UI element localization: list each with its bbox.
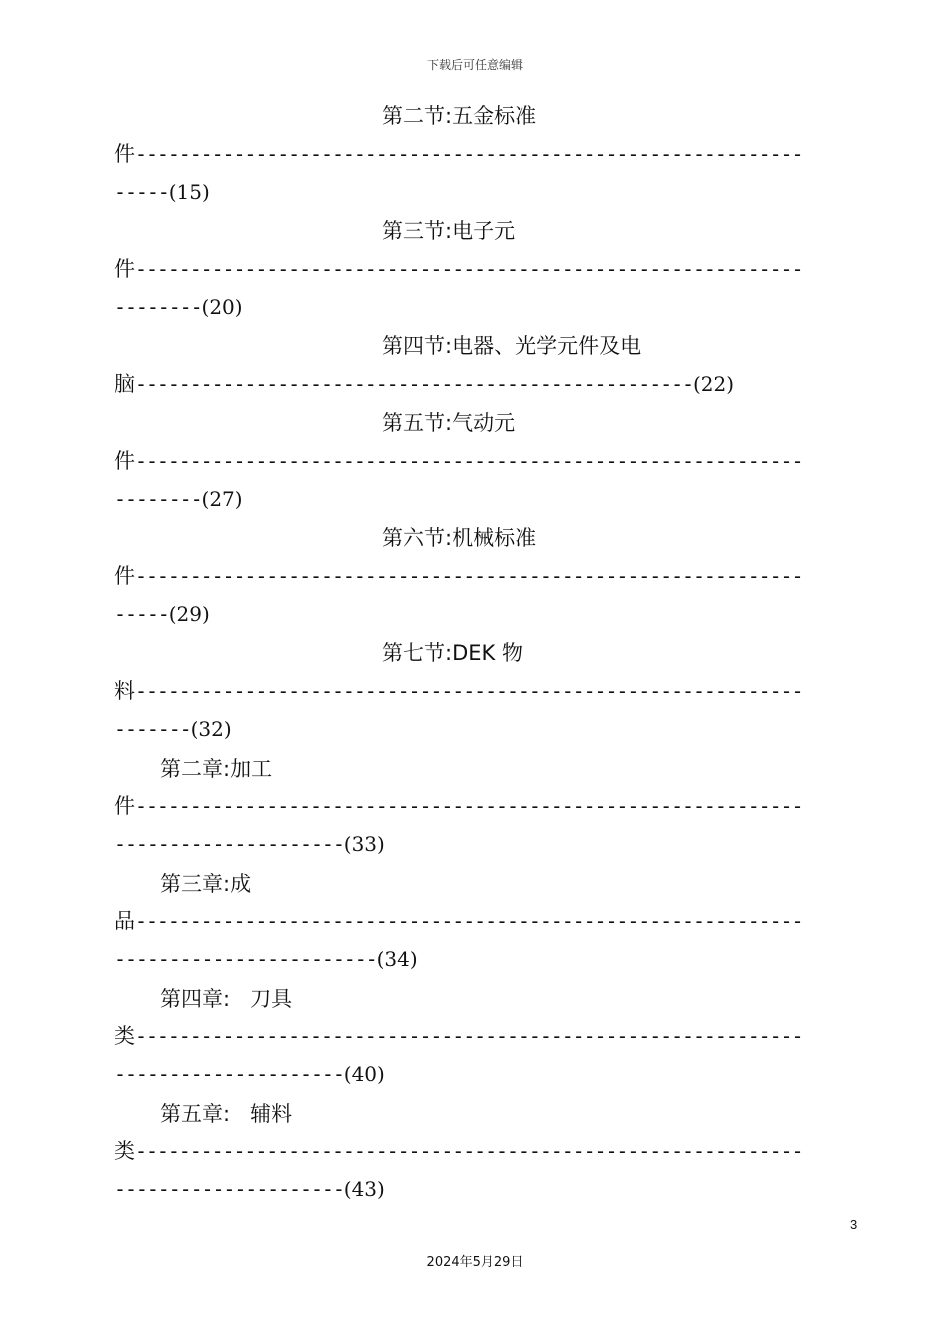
toc-dashes: ------------------------------------------------------------- xyxy=(135,1139,803,1163)
toc-page-number: (22) xyxy=(693,372,735,396)
toc-dashes: ------------------------ xyxy=(114,947,377,971)
toc-dashes: ------------------------------------------------------------- xyxy=(135,564,803,588)
toc-dashes: ------------------------------------------------------------- xyxy=(135,909,803,933)
toc-section-title: 第七节:DEK 物 xyxy=(382,641,523,665)
page-number: 3 xyxy=(850,1217,858,1232)
toc-dashes: ------------------------------------------------------------- xyxy=(135,257,803,281)
toc-lead-char: 类 xyxy=(114,1024,135,1048)
toc-dashes: ------------------------------------------------------------- xyxy=(135,679,803,703)
toc-continuation-line xyxy=(114,1061,385,1087)
toc-leader-line xyxy=(114,793,802,819)
toc-chapter-title: 第四章: 刀具 xyxy=(160,987,293,1011)
toc-dashes: ----- xyxy=(114,602,169,626)
toc-leader-line xyxy=(114,563,802,589)
toc-leader-line xyxy=(114,1023,802,1049)
toc-lead-char: 件 xyxy=(114,564,135,588)
toc-leader-line xyxy=(114,1138,802,1164)
toc-leader-line xyxy=(114,371,734,397)
toc-continuation-line xyxy=(114,601,210,627)
toc-page-number: (33) xyxy=(343,832,385,856)
toc-page-number: (29) xyxy=(168,602,210,626)
toc-section-title: 第六节:机械标准 xyxy=(382,526,537,550)
toc-lead-char: 脑 xyxy=(114,372,135,396)
toc-leader-line xyxy=(114,448,802,474)
toc-lead-char: 件 xyxy=(114,794,135,818)
toc-dashes: ------------------------------------------------------------- xyxy=(135,794,803,818)
toc-lead-char: 料 xyxy=(114,679,135,703)
toc-dashes: --------------------------------------------------- xyxy=(135,372,693,396)
toc-continuation-line xyxy=(114,946,418,972)
toc-page-number: (27) xyxy=(201,487,243,511)
toc-lead-char: 件 xyxy=(114,142,135,166)
toc-page-number: (43) xyxy=(343,1177,385,1201)
toc-chapter-title: 第五章: 辅料 xyxy=(160,1102,293,1126)
toc-lead-char: 件 xyxy=(114,449,135,473)
toc-leader-line xyxy=(114,908,802,934)
toc-section-title: 第二节:五金标准 xyxy=(382,104,537,128)
toc-page-number: (40) xyxy=(343,1062,385,1086)
toc-chapter-title: 第三章:成 xyxy=(160,872,252,896)
toc-dashes: --------------------- xyxy=(114,1062,344,1086)
toc-dashes: -------- xyxy=(114,295,202,319)
toc-lead-char: 件 xyxy=(114,257,135,281)
toc-dashes: ----- xyxy=(114,180,169,204)
toc-lead-char: 品 xyxy=(114,909,135,933)
toc-section-title: 第三节:电子元 xyxy=(382,219,516,243)
toc-dashes: ------------------------------------------------------------- xyxy=(135,449,803,473)
toc-dashes: --------------------- xyxy=(114,832,344,856)
toc-lead-char: 类 xyxy=(114,1139,135,1163)
toc-leader-line xyxy=(114,141,802,167)
toc-continuation-line xyxy=(114,716,232,742)
toc-page-number: (20) xyxy=(201,295,243,319)
toc-chapter-title: 第二章:加工 xyxy=(160,757,273,781)
toc-dashes: -------- xyxy=(114,487,202,511)
toc-continuation-line xyxy=(114,486,243,512)
toc-continuation-line xyxy=(114,179,210,205)
toc-section-title: 第四节:电器、光学元件及电 xyxy=(382,334,642,358)
toc-page-number: (32) xyxy=(190,717,232,741)
toc-section-title: 第五节:气动元 xyxy=(382,411,516,435)
toc-leader-line xyxy=(114,256,802,282)
page-footer-date: 2024年5月29日 xyxy=(426,1255,524,1270)
toc-leader-line xyxy=(114,678,802,704)
toc-dashes: ------------------------------------------------------------- xyxy=(135,142,803,166)
toc-page-number: (15) xyxy=(168,180,210,204)
toc-continuation-line xyxy=(114,1176,385,1202)
toc-dashes: --------------------- xyxy=(114,1177,344,1201)
toc-page-number: (34) xyxy=(376,947,418,971)
toc-dashes: ------- xyxy=(114,717,191,741)
toc-continuation-line xyxy=(114,831,385,857)
toc-dashes: ------------------------------------------------------------- xyxy=(135,1024,803,1048)
page-header: 下载后可任意编辑 xyxy=(426,58,523,72)
toc-continuation-line xyxy=(114,294,243,320)
